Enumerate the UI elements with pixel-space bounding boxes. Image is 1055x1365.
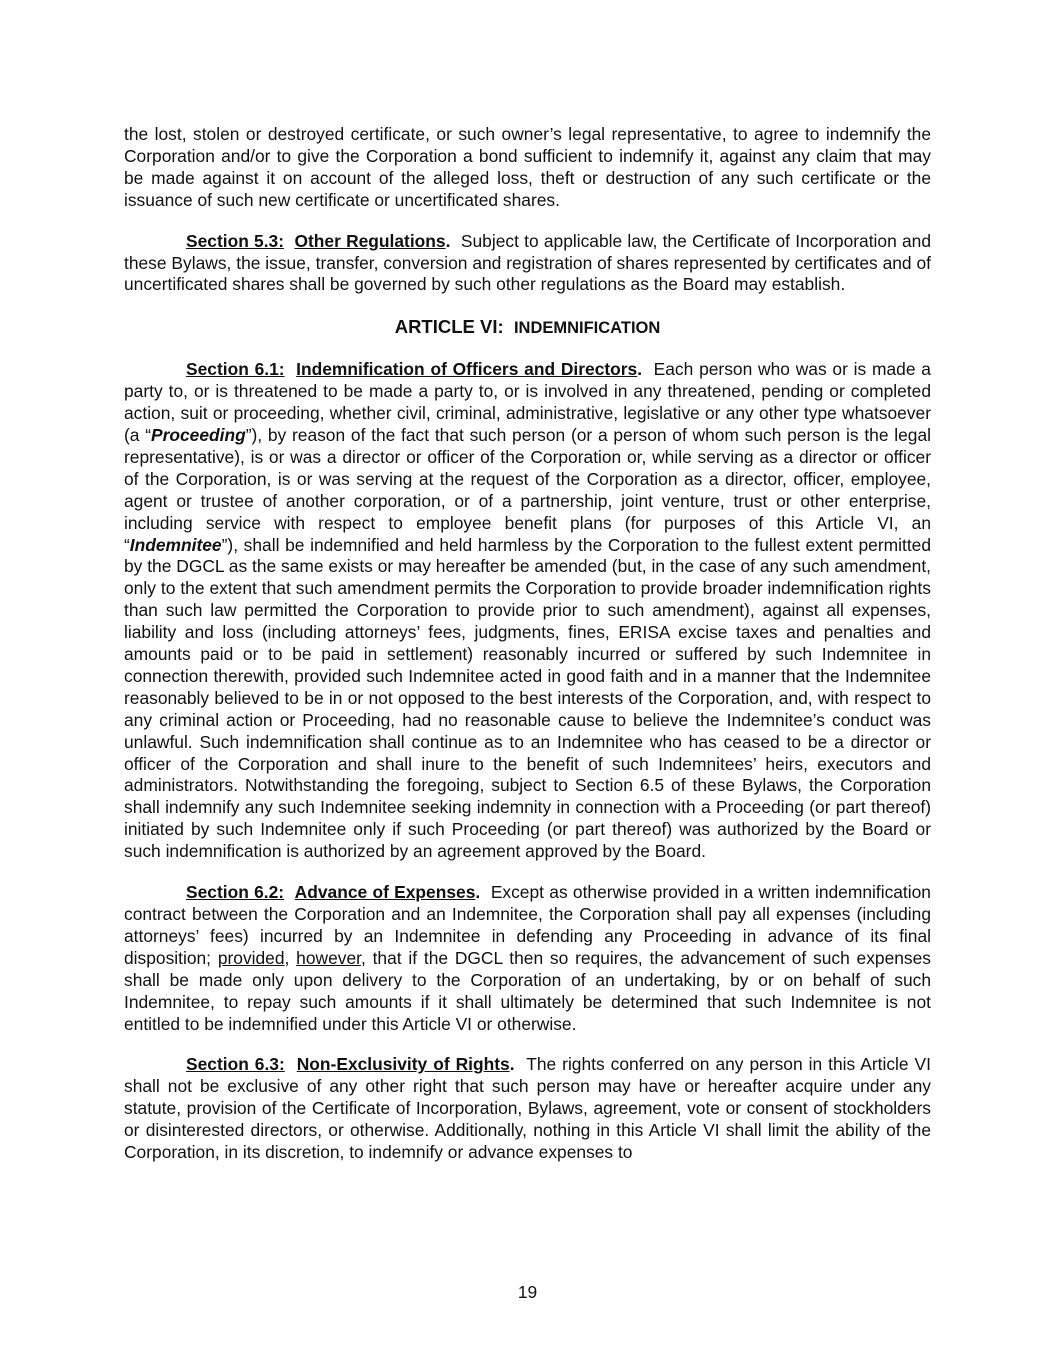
article-label: ARTICLE VI:: [394, 316, 504, 338]
section-5-3-paragraph: [124, 231, 931, 297]
section-5-3-text: Subject to applicable law, the Certificate of Incorporation and these Bylaws, the issue, transfer, conversion and registration of shares represented by certificates and of uncertificated shares shall be governed by such other regulations as the Board may establish.: [124, 230, 931, 295]
section-6-1-number: Section 6.1:: [186, 359, 285, 380]
section-6-1-text-part-3: ”), shall be indemnified and held harmless by the Corporation to the fullest extent permitted by the DGCL as the same exists or may hereafter be amended (but, in the case of any such amendment, only to the extent that such amendment permits the Corporation to provide broader indemnification rights than such law permitted the Corporation to provide prior to such amendment), against all expenses, liability and loss (including attorneys’ fees, judgments, fines, ERISA excise taxes and penalties and amounts paid or to be paid in settlement) reasonably incurred or suffered by such Indemnitee in connection therewith, provided such Indemnitee acted in good faith and in a manner that the Indemnitee reasonably believed to be in or not opposed to the best interests of the Corporation, and, with respect to any criminal action or Proceeding, had no reasonable cause to believe the Indemnitee’s conduct was unlawful. Such indemnification shall continue as to an Indemnitee who has ceased to be a director or officer of the Corporation and shall inure to the benefit of such Indemnitees’ heirs, executors and administrators. Notwithstanding the foregoing, subject to Section 6.5 of these Bylaws, the Corporation shall indemnify any such Indemnitee seeking indemnity in connection with a Proceeding (or part thereof) initiated by such Indemnitee only if such Proceeding (or part thereof) was authorized by the Board or such indemnification is authorized by an agreement approved by the Board.: [124, 534, 931, 862]
section-5-3-title: Other Regulations: [294, 230, 446, 251]
section-6-1-paragraph: [124, 359, 931, 863]
section-5-3-title-period: .: [445, 230, 451, 251]
section-6-1-title: Indemnification of Officers and Directors: [296, 359, 638, 380]
article-title: INDEMNIFICATION: [513, 319, 661, 338]
defined-term-indemnitee: Indemnitee: [129, 534, 222, 555]
section-6-2-paragraph: [124, 882, 931, 1035]
section-6-3-paragraph: [124, 1054, 931, 1164]
defined-term-proceeding: Proceeding: [151, 424, 246, 445]
document-page: [124, 124, 931, 1164]
section-6-2-comma: ,: [284, 947, 290, 968]
term-provided: provided: [217, 947, 285, 968]
section-6-1-text-part-2: ”), by reason of the fact that such person (or a person of whom such person is the legal representative), is or was a director or officer of the Corporation or, while serving as a director or officer of the Corporation, is or was serving at the request of the Corporation as a director, officer, employee, agent or trustee of another corporation, or of a partnership, joint venture, trust or other enterprise, including service with respect to employee benefit plans (for purposes of this Article VI, an “: [124, 424, 931, 555]
section-6-3-title: Non-Exclusivity of Rights: [296, 1054, 510, 1075]
section-6-2-title: Advance of Expenses: [294, 882, 476, 903]
section-6-2-title-period: .: [475, 882, 481, 903]
article-heading: [124, 316, 931, 340]
section-6-2-text-part-2: , that if the DGCL then so requires, the advancement of such expenses shall be made only upon delivery to the Corporation of an undertaking, by or on behalf of such Indemnitee, to repay such amounts if it shall ultimately be determined that such Indemnitee is not entitled to be indemnified under this Article VI or otherwise.: [124, 947, 931, 1034]
section-6-3-number: Section 6.3:: [186, 1054, 285, 1075]
continuation-paragraph: the lost, stolen or destroyed certificate, or such owner’s legal representative, to agree to indemnify the Corporation and/or to give the Corporation a bond sufficient to indemnify it, against any claim that may be made against it on account of the alleged loss, theft or destruction of any such certificate or the issuance of such new certificate or uncertificated shares.: [124, 124, 931, 210]
section-6-3-text: The rights conferred on any person in this Article VI shall not be exclusive of any other right that such person may have or hereafter acquire under any statute, provision of the Certificate of Incorporation, Bylaws, agreement, vote or consent of stockholders or disinterested directors, or otherwise. Additionally, nothing in this Article VI shall limit the ability of the Corporation, in its discretion, to indemnify or advance expenses to: [124, 1054, 931, 1163]
section-6-2-number: Section 6.2:: [186, 882, 285, 903]
page-number: 19: [517, 1282, 538, 1302]
section-6-2-text-part-1: Except as otherwise provided in a written indemnification contract between the Corporation and an Indemnitee, the Corporation shall pay all expenses (including attorneys’ fees) incurred by an Indemnitee in defending any Proceeding in advance of its final disposition;: [124, 882, 931, 968]
section-5-3-number: Section 5.3:: [186, 230, 285, 251]
term-however: however: [296, 947, 361, 968]
section-6-1-text-part-1: Each person who was or is made a party to, or is threatened to be made a party to, or is involved in any threatened, pending or completed action, suit or proceeding, whether civil, criminal, administrative, legislative or any other type whatsoever (a “: [124, 359, 931, 445]
section-6-3-title-period: .: [509, 1054, 515, 1075]
section-6-1-title-period: .: [637, 359, 643, 380]
